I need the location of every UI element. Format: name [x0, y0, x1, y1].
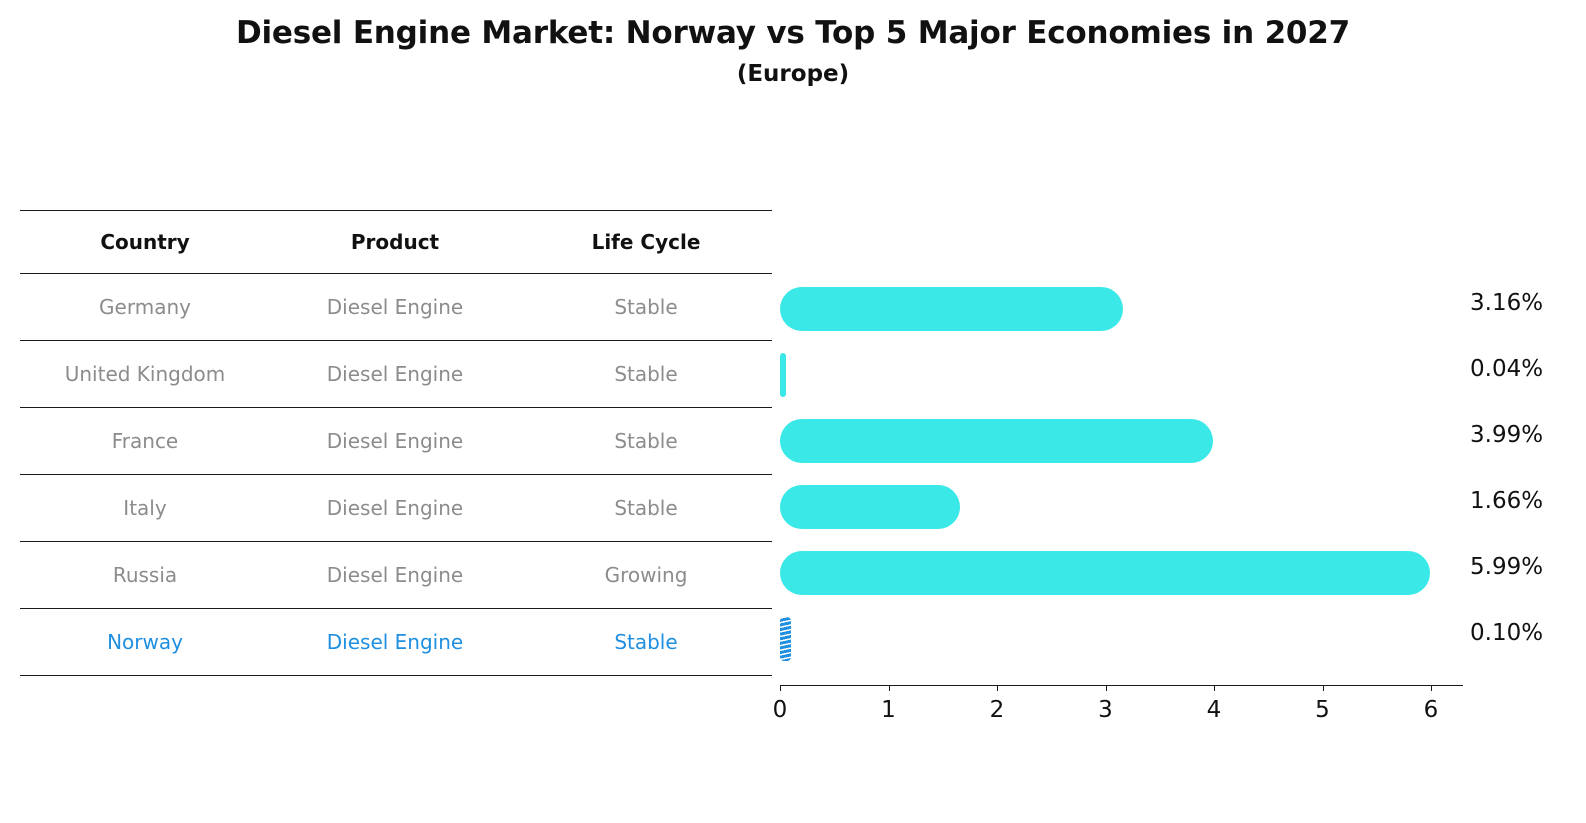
- bar-value-france: 3.99%: [1470, 422, 1544, 448]
- table-body: [20, 274, 772, 676]
- x-tick-label: 6: [1423, 697, 1439, 723]
- cell-country: France: [20, 408, 270, 475]
- x-tick: [997, 685, 998, 691]
- country-table: [20, 210, 772, 676]
- cell-country: Norway: [20, 609, 270, 676]
- x-axis: [772, 685, 1586, 745]
- bar-row: [780, 606, 1586, 672]
- bar-row: [780, 540, 1586, 606]
- table-row: [20, 274, 772, 341]
- column-header-country: Country: [20, 211, 270, 274]
- cell-product: Diesel Engine: [270, 408, 520, 475]
- x-tick-label: 2: [989, 697, 1005, 723]
- table-row: [20, 475, 772, 542]
- cell-country: Russia: [20, 542, 270, 609]
- bar-norway: [780, 617, 791, 661]
- bar-value-germany: 3.16%: [1470, 290, 1544, 316]
- table-row: [20, 341, 772, 408]
- x-axis-line: [780, 685, 1463, 686]
- cell-life-cycle: Stable: [520, 274, 772, 341]
- table-row: [20, 408, 772, 475]
- bar-value-norway: 0.10%: [1470, 620, 1544, 646]
- column-header-life-cycle: Life Cycle: [520, 211, 772, 274]
- cell-product: Diesel Engine: [270, 542, 520, 609]
- x-tick: [889, 685, 890, 691]
- bar-russia: [780, 551, 1430, 595]
- cell-life-cycle: Stable: [520, 341, 772, 408]
- cell-product: Diesel Engine: [270, 475, 520, 542]
- cell-life-cycle: Stable: [520, 475, 772, 542]
- x-tick: [1431, 685, 1432, 691]
- x-tick: [1106, 685, 1107, 691]
- table-header: [20, 211, 772, 274]
- bar-italy: [780, 485, 960, 529]
- page-title: Diesel Engine Market: Norway vs Top 5 Major Economies in 2027: [235, 15, 1351, 51]
- table-row: [20, 542, 772, 609]
- column-header-product: Product: [270, 211, 520, 274]
- x-tick-label: 0: [772, 697, 788, 723]
- bar-united-kingdom: [780, 353, 786, 397]
- cell-country: Italy: [20, 475, 270, 542]
- x-tick-label: 5: [1315, 697, 1330, 723]
- bar-value-united-kingdom: 0.04%: [1470, 356, 1544, 382]
- x-tick: [1323, 685, 1324, 691]
- cell-life-cycle: Stable: [520, 408, 772, 475]
- cell-product: Diesel Engine: [270, 341, 520, 408]
- bar-row: [780, 474, 1586, 540]
- cell-life-cycle: Stable: [520, 609, 772, 676]
- bar-value-russia: 5.99%: [1470, 554, 1544, 580]
- title-block: [0, 0, 1586, 87]
- bar-row: [780, 408, 1586, 474]
- bar-value-italy: 1.66%: [1470, 488, 1544, 514]
- cell-life-cycle: Growing: [520, 542, 772, 609]
- cell-country: Germany: [20, 274, 270, 341]
- x-tick-label: 1: [881, 697, 896, 723]
- cell-country: United Kingdom: [20, 341, 270, 408]
- x-tick: [780, 685, 781, 691]
- cell-product: Diesel Engine: [270, 609, 520, 676]
- plot-area: [0, 160, 1586, 800]
- x-tick: [1214, 685, 1215, 691]
- bar-row: [780, 342, 1586, 408]
- bar-france: [780, 419, 1213, 463]
- chart-subtitle: (Europe): [736, 60, 850, 87]
- table-header-row: [20, 211, 772, 274]
- x-tick-label: 3: [1098, 697, 1113, 723]
- bar-row: [780, 276, 1586, 342]
- x-tick-label: 4: [1206, 697, 1222, 723]
- cell-product: Diesel Engine: [270, 274, 520, 341]
- table-row-highlight: [20, 609, 772, 676]
- bar-germany: [780, 287, 1123, 331]
